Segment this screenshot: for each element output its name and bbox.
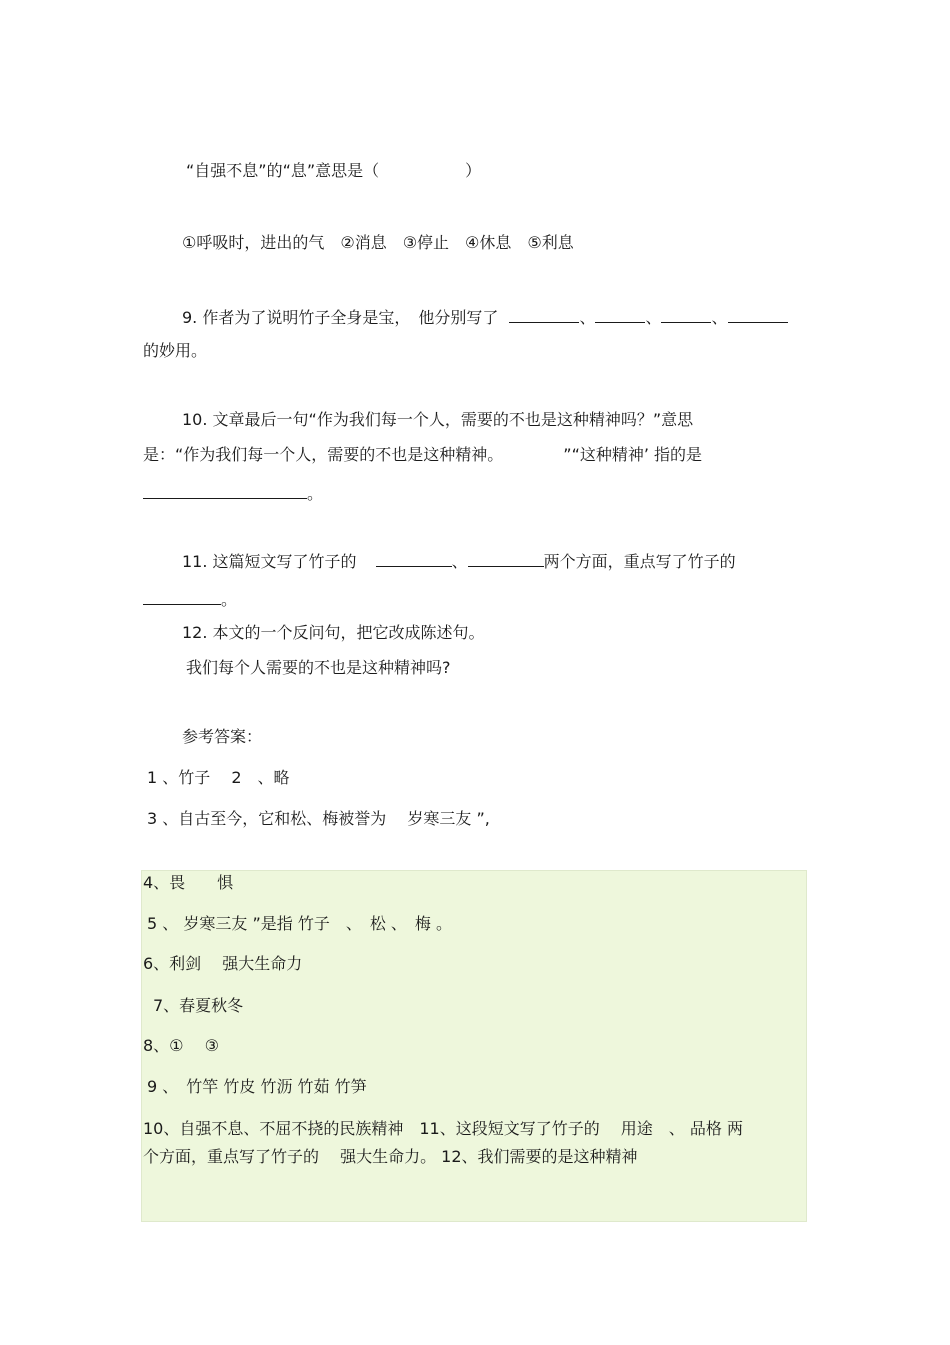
q12-sentence: 我们每个人需要的不也是这种精神吗? [186, 658, 451, 677]
answer-10-line2: 个方面，重点写了竹子的 强大生命力。 12、我们需要的是这种精神 [143, 1147, 638, 1166]
q9-blank-3[interactable] [661, 308, 711, 323]
q8-stem-prefix: “自强不息”的“息”意思是（ [186, 161, 380, 180]
q10-blank[interactable] [143, 484, 307, 499]
q11-answer-line [143, 590, 237, 610]
q11-blank-1[interactable] [376, 552, 452, 567]
q10-end: 。 [307, 484, 324, 503]
q8-stem [186, 161, 481, 181]
q9-blank-4[interactable] [728, 308, 788, 323]
q9-blank-1[interactable] [509, 308, 579, 323]
q9-line [182, 308, 788, 328]
q9-tail: 的妙用。 [143, 341, 208, 360]
q11-end: 。 [221, 590, 238, 609]
q11-line [182, 552, 736, 572]
answer-3: 3 、自古至今，它和松、梅被誉为 岁寒三友 ”, [147, 809, 490, 828]
q10-line2 [143, 445, 702, 465]
answer-9: 9 、 竹竿 竹皮 竹沥 竹茹 竹笋 [147, 1077, 367, 1096]
answer-7: 7、春夏秋冬 [153, 996, 244, 1015]
answer-8: 8、① ③ [143, 1036, 219, 1055]
answer-4: 4、畏 惧 [143, 873, 234, 892]
q11-sep: 、 [451, 552, 468, 571]
q10-line2-a: 是：“作为我们每一个人，需要的不也是这种精神。 [143, 445, 504, 464]
q8-stem-suffix: ） [465, 161, 482, 180]
q9-sep-2: 、 [645, 308, 662, 327]
q10-line1: 10. 文章最后一句“作为我们每一个人，需要的不也是这种精神吗？”意思 [182, 410, 694, 429]
q11-blank-2[interactable] [468, 552, 544, 567]
q8-options: ①呼吸时，进出的气 ②消息 ③停止 ④休息 ⑤利息 [182, 233, 574, 252]
answer-6: 6、利剑 强大生命力 [143, 954, 303, 973]
q11-text-b: 两个方面，重点写了竹子的 [543, 552, 736, 571]
q10-line2-b: ”“这种精神’ 指的是 [563, 445, 703, 464]
answer-10-line1: 10、自强不息、不屈不挠的民族精神 11、这段短文写了竹子的 用途 、 品格 两 [143, 1119, 743, 1138]
q9-sep-1: 、 [579, 308, 596, 327]
q9-blank-2[interactable] [595, 308, 645, 323]
q12-text: 12. 本文的一个反问句，把它改成陈述句。 [182, 623, 485, 642]
q10-answer-line [143, 484, 323, 504]
q9-sep-3: 、 [711, 308, 728, 327]
answer-5: 5 、 岁寒三友 ”是指 竹子 、 松 、 梅 。 [147, 914, 452, 933]
answers-heading: 参考答案： [182, 727, 263, 746]
q11-text-a: 11. 这篇短文写了竹子的 [182, 552, 357, 571]
q11-blank-3[interactable] [143, 590, 221, 605]
q9-text: 9. 作者为了说明竹子全身是宝， 他分别写了 [182, 308, 499, 327]
answer-1-2: 1 、竹子 2 、略 [147, 768, 290, 787]
